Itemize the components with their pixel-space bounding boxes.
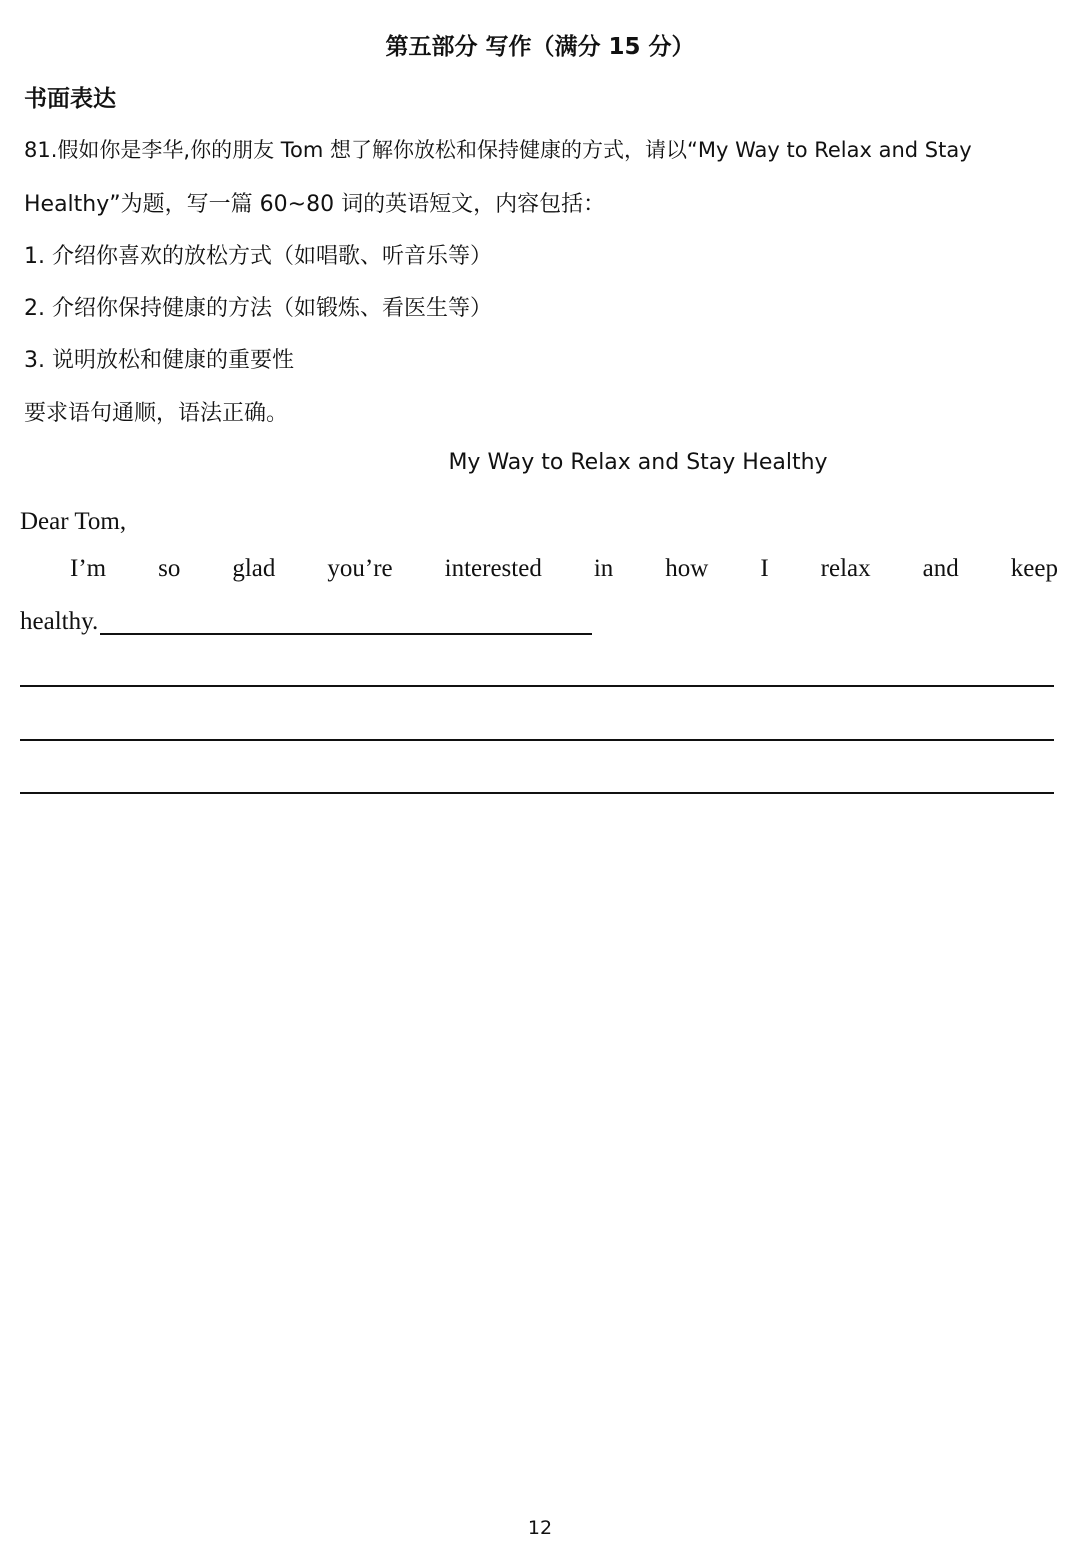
content-point-3: 3. 说明放松和健康的重要性	[24, 348, 294, 373]
prompt-line-2: Healthy”为题，写一篇 60~80 词的英语短文，内容包括：	[24, 192, 606, 217]
letter-word: in	[593, 555, 614, 582]
answer-blank-inline[interactable]	[100, 633, 592, 635]
content-point-2: 2. 介绍你保持健康的方法（如锻炼、看医生等）	[24, 296, 492, 321]
content-point-1: 1. 介绍你喜欢的放松方式（如唱歌、听音乐等）	[24, 244, 492, 269]
answer-line-1[interactable]	[20, 685, 1054, 687]
letter-word: and	[922, 555, 959, 582]
section-title: 第五部分 写作（满分 15 分）	[385, 34, 695, 60]
answer-line-3[interactable]	[20, 792, 1054, 794]
essay-title: My Way to Relax and Stay Healthy	[448, 450, 828, 475]
letter-word: interested	[444, 555, 542, 582]
letter-greeting: Dear Tom,	[20, 508, 127, 535]
page-number: 12	[527, 1517, 553, 1539]
letter-second-line: healthy.	[20, 608, 99, 635]
letter-word: how	[665, 555, 709, 582]
sub-heading: 书面表达	[24, 86, 116, 112]
prompt-line-1: 81.假如你是李华,你的朋友 Tom 想了解你放松和保持健康的方式，请以“My Way to Relax and Stay	[24, 138, 972, 162]
letter-word: so	[158, 555, 181, 582]
answer-line-2[interactable]	[20, 739, 1054, 741]
letter-word: you’re	[327, 555, 393, 582]
letter-first-line	[70, 555, 1058, 583]
letter-word: I	[760, 555, 769, 582]
letter-word: I’m	[70, 555, 107, 582]
requirement-text: 要求语句通顺，语法正确。	[24, 401, 289, 426]
letter-word: relax	[820, 555, 871, 582]
letter-word: keep	[1010, 555, 1058, 582]
letter-word: glad	[232, 555, 276, 582]
